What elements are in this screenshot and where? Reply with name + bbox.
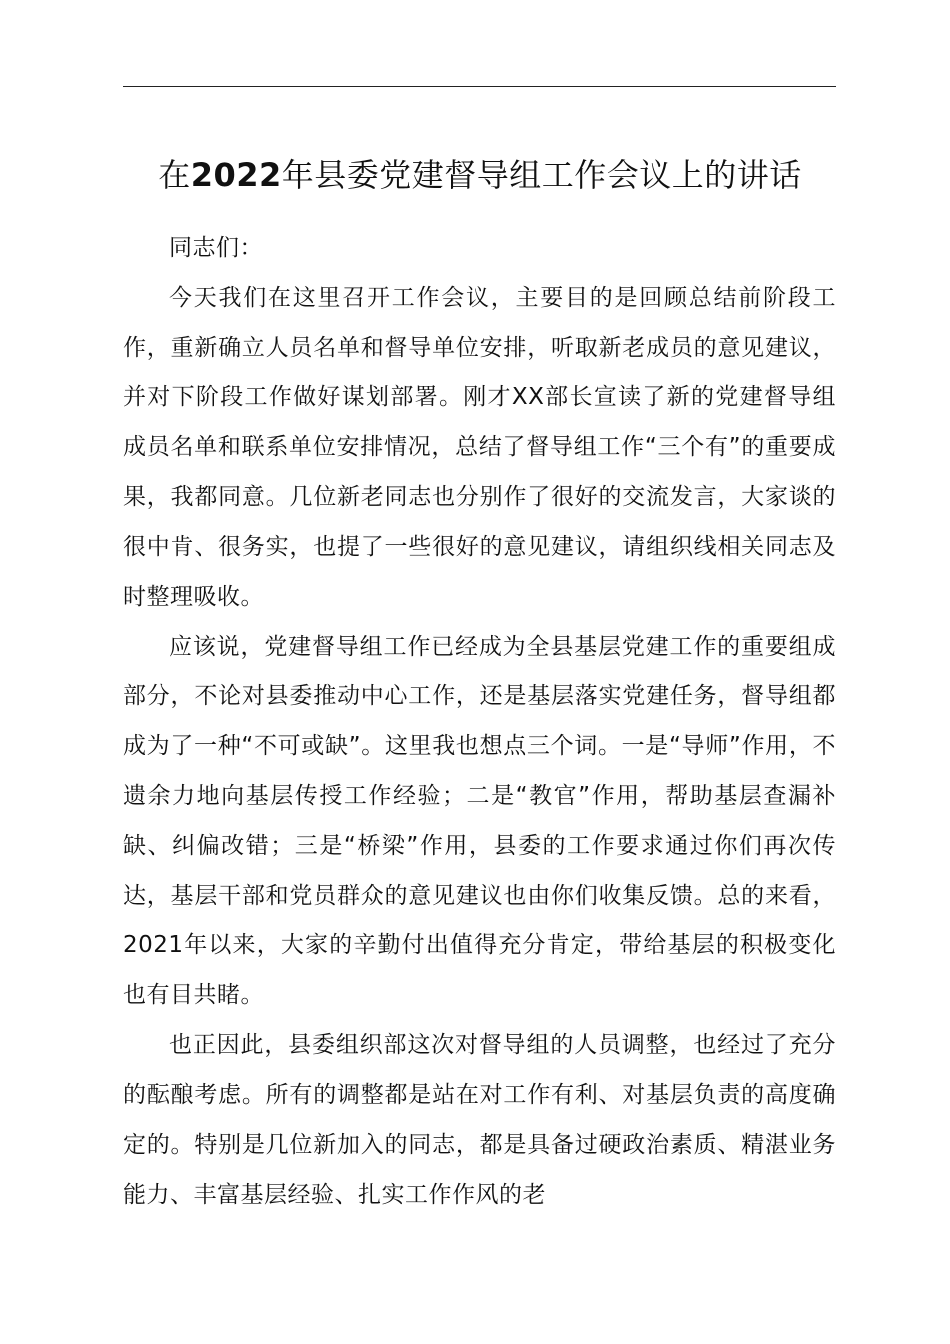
document-title [110, 150, 850, 200]
greeting: 同志们： [169, 235, 263, 261]
title-year: 2022 [190, 156, 282, 194]
header-rule [123, 86, 836, 87]
paragraph-3: 也正因此，县委组织部这次对督导组的人员调整，也经过了充分的酝酿考虑。所有的调整都是站在对工作有利、对基层负责的高度确定的。特别是几位新加入的同志，都是具备过硬政治素质、精湛业务能力、丰富基层经验、扎实工作作风的老 [123, 1032, 836, 1208]
paragraph-2: 应该说，党建督导组工作已经成为全县基层党建工作的重要组成部分，不论对县委推动中心工作，还是基层落实党建任务，督导组都成为了一种“不可或缺”。这里我也想点三个词。一是“导师”作用，不遗余力地向基层传授工作经验；二是“教官”作用，帮助基层查漏补缺、纠偏改错；三是“桥梁”作用，县委的工作要求通过你们再次传达，基层干部和党员群众的意见建议也由你们收集反馈。总的来看，2021年以来，大家的辛勤付出值得充分肯定，带给基层的积极变化也有目共睹。 [123, 633, 836, 1009]
title-prefix: 在 [158, 156, 191, 194]
document-body [123, 224, 836, 1220]
title-suffix: 年县委党建督导组工作会议上的讲话 [281, 156, 802, 194]
paragraph-1: 今天我们在这里召开工作会议，主要目的是回顾总结前阶段工作，重新确立人员名单和督导单位安排，听取新老成员的意见建议，并对下阶段工作做好谋划部署。刚才XX部长宣读了新的党建督导组成员名单和联系单位安排情况，总结了督导组工作“三个有”的重要成果，我都同意。几位新老同志也分别作了很好的交流发言，大家谈的很中肯、很务实，也提了一些很好的意见建议，请组织线相关同志及时整理吸收。 [123, 284, 836, 610]
